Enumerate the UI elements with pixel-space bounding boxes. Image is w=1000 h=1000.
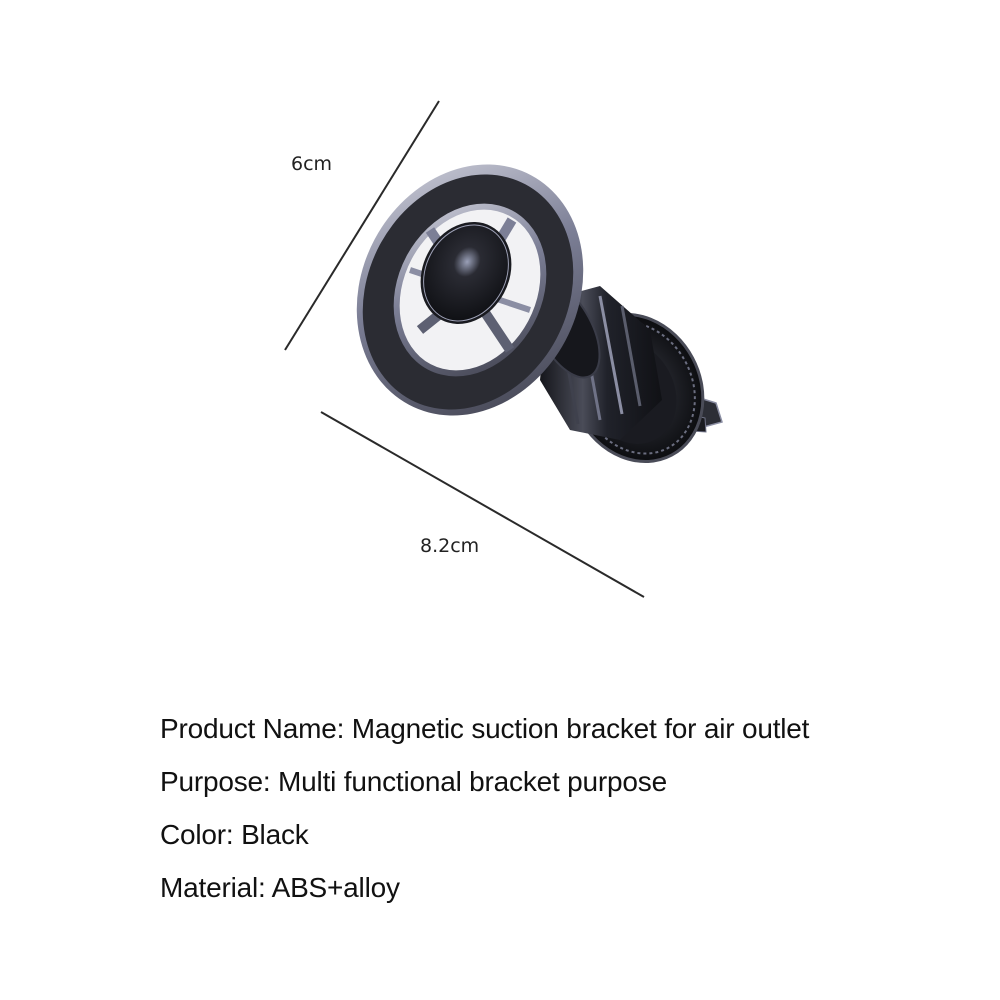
spec-product-name: Product Name: Magnetic suction bracket for air outlet: [160, 713, 810, 744]
height-dimension-label: 6cm: [291, 153, 333, 175]
spec-color: Color: Black: [160, 819, 309, 850]
spec-material: Material: ABS+alloy: [160, 872, 400, 903]
spec-purpose: Purpose: Multi functional bracket purpose: [160, 766, 667, 797]
product-specs: [160, 702, 980, 914]
width-dimension-label: 8.2cm: [420, 535, 480, 557]
